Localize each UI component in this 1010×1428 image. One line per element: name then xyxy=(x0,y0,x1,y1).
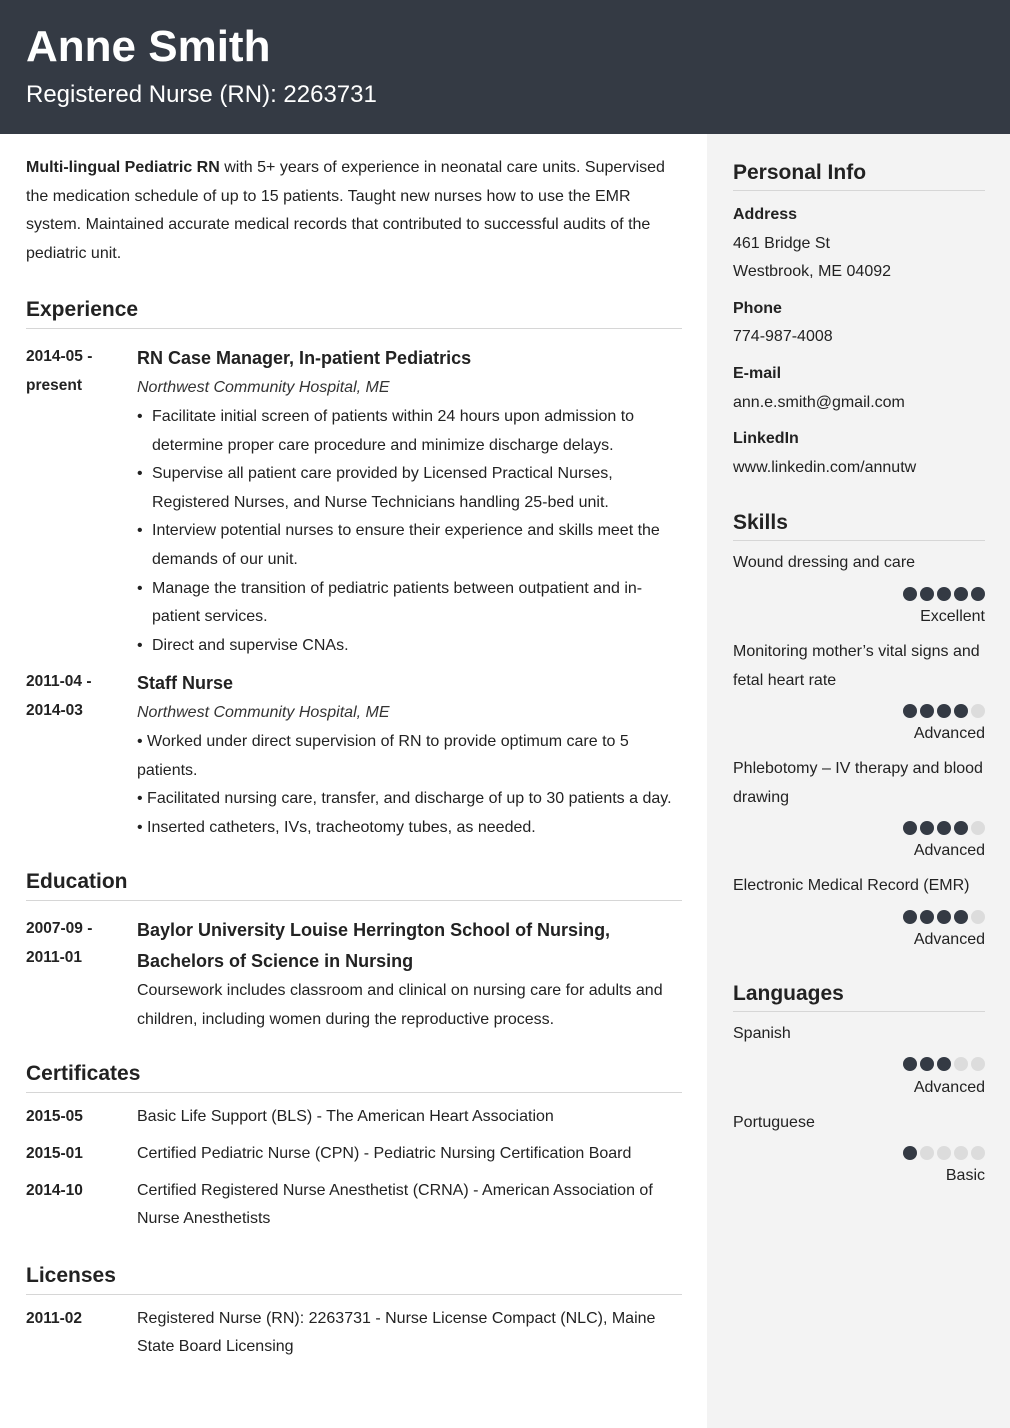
certificate-text: Basic Life Support (BLS) - The American Heart Association xyxy=(137,1108,554,1126)
skill-level: Excellent xyxy=(920,607,985,625)
skill-name: Phlebotomy – IV therapy and blood drawing xyxy=(733,760,983,806)
certificate-date: 2015-05 xyxy=(26,1108,83,1126)
language-rating-dots xyxy=(733,1055,985,1075)
job-bullets xyxy=(137,403,682,660)
rating-dot-filled xyxy=(920,821,934,835)
list-item: • Interview potential nurses to ensure their experience and skills meet the demands of our unit. xyxy=(137,522,660,568)
job-line: • Facilitated nursing care, transfer, and discharge of up to 30 patients a day. xyxy=(137,790,672,808)
address-line2: Westbrook, ME 04092 xyxy=(733,263,892,281)
candidate-title: Registered Nurse (RN): 2263731 xyxy=(26,81,377,108)
education-title: Education xyxy=(26,868,682,901)
licenses-section xyxy=(26,1262,682,1362)
phone-label: Phone xyxy=(733,299,782,317)
language-item xyxy=(733,1020,985,1101)
sidebar xyxy=(733,158,985,1197)
skill-name: Electronic Medical Record (EMR) xyxy=(733,877,970,895)
certificate-text: Certified Registered Nurse Anesthetist (CRNA) - American Association of Nurse Anesthetists xyxy=(137,1181,653,1228)
rating-dot-empty xyxy=(937,1146,951,1160)
skill-level: Advanced xyxy=(913,930,985,948)
certificate-row xyxy=(26,1140,682,1169)
skill-item xyxy=(733,638,985,747)
skills-list xyxy=(733,549,985,953)
languages-list xyxy=(733,1020,985,1189)
job-org: Northwest Community Hospital, ME xyxy=(137,379,390,397)
rating-dot-filled xyxy=(920,587,934,601)
school-name: Baylor University Louise Herrington School of Nursing, Bachelors of Science in Nursing xyxy=(137,920,611,972)
rating-dot-filled xyxy=(937,1057,951,1071)
rating-dot-filled xyxy=(903,587,917,601)
license-text: Registered Nurse (RN): 2263731 - Nurse License Compact (NLC), Maine State Board Licensing xyxy=(137,1309,656,1356)
rating-dot-filled xyxy=(937,704,951,718)
skill-rating-dots xyxy=(733,584,985,604)
main-column xyxy=(26,154,682,1362)
list-item: • Direct and supervise CNAs. xyxy=(137,636,349,654)
education-section xyxy=(26,868,682,1034)
experience-title: Experience xyxy=(26,296,682,329)
email-value: ann.e.smith@gmail.com xyxy=(733,393,905,411)
skill-name: Monitoring mother’s vital signs and fetal heart rate xyxy=(733,642,980,689)
rating-dot-empty xyxy=(971,704,985,718)
rating-dot-empty xyxy=(971,1057,985,1071)
candidate-name: Anne Smith xyxy=(26,22,271,71)
certificate-row xyxy=(26,1177,682,1234)
linkedin-label: LinkedIn xyxy=(733,430,799,448)
rating-dot-filled xyxy=(920,910,934,924)
summary xyxy=(26,154,682,268)
experience-entry xyxy=(26,668,682,842)
language-name: Spanish xyxy=(733,1024,791,1042)
experience-section xyxy=(26,296,682,842)
education-entry xyxy=(26,915,682,1034)
date-end: 2014-03 xyxy=(26,701,83,719)
rating-dot-filled xyxy=(971,587,985,601)
skill-item xyxy=(733,872,985,953)
date-start: 2014-05 - xyxy=(26,348,93,366)
skill-item xyxy=(733,755,985,864)
job-line: • Inserted catheters, IVs, tracheotomy tubes, as needed. xyxy=(137,818,536,836)
list-item: • Manage the transition of pediatric patients between outpatient and in-patient services. xyxy=(137,579,643,626)
rating-dot-filled xyxy=(920,704,934,718)
rating-dot-filled xyxy=(903,1146,917,1160)
job-role: Staff Nurse xyxy=(137,673,234,694)
languages-title: Languages xyxy=(733,979,985,1012)
skill-rating-dots xyxy=(733,701,985,721)
entry-date xyxy=(26,343,126,400)
language-name: Portuguese xyxy=(733,1113,815,1131)
skill-item xyxy=(733,549,985,630)
rating-dot-empty xyxy=(971,821,985,835)
license-date: 2011-02 xyxy=(26,1309,83,1327)
skill-level: Advanced xyxy=(913,842,985,860)
rating-dot-filled xyxy=(903,1057,917,1071)
rating-dot-empty xyxy=(954,1146,968,1160)
entry-date xyxy=(26,915,126,972)
experience-entry xyxy=(26,343,682,660)
rating-dot-empty xyxy=(971,1146,985,1160)
date-start: 2007-09 - xyxy=(26,920,93,938)
phone-value: 774-987-4008 xyxy=(733,328,833,346)
license-row xyxy=(26,1305,682,1362)
rating-dot-filled xyxy=(920,1057,934,1071)
job-role: RN Case Manager, In-patient Pediatrics xyxy=(137,348,472,369)
certificate-date: 2014-10 xyxy=(26,1181,83,1199)
certificate-date: 2015-01 xyxy=(26,1145,83,1163)
rating-dot-empty xyxy=(954,1057,968,1071)
skill-level: Advanced xyxy=(913,725,985,743)
language-level: Advanced xyxy=(913,1078,985,1096)
language-rating-dots xyxy=(733,1143,985,1163)
rating-dot-filled xyxy=(954,821,968,835)
certificate-text: Certified Pediatric Nurse (CPN) - Pediatric Nursing Certification Board xyxy=(137,1145,632,1163)
certificate-row xyxy=(26,1103,682,1132)
summary-text: with 5+ years of experience in neonatal care units. Supervised the medication schedule of up to 15 patients. Taught new nurses how to use the EMR system. Maintained accurate medical records that contributed to successful audits of the pediatric unit. xyxy=(26,159,665,262)
skill-rating-dots xyxy=(733,907,985,927)
resume-header xyxy=(0,0,1010,134)
skill-rating-dots xyxy=(733,818,985,838)
certificates-title: Certificates xyxy=(26,1060,682,1093)
address-label: Address xyxy=(733,206,798,223)
list-item: • Supervise all patient care provided by Licensed Practical Nurses, Registered Nurses, and Nurse Technicians handling 25-bed unit. xyxy=(137,465,613,511)
licenses-title: Licenses xyxy=(26,1262,682,1295)
rating-dot-filled xyxy=(954,910,968,924)
list-item: • Facilitate initial screen of patients within 24 hours upon admission to determine proper care procedure and minimize discharge delays. xyxy=(137,407,635,454)
language-item xyxy=(733,1109,985,1190)
rating-dot-filled xyxy=(954,587,968,601)
rating-dot-filled xyxy=(903,821,917,835)
date-end: 2011-01 xyxy=(26,948,83,966)
date-end: present xyxy=(26,376,82,394)
personal-info-title: Personal Info xyxy=(733,158,985,191)
email-label: E-mail xyxy=(733,364,782,382)
education-description: Coursework includes classroom and clinical on nursing care for adults and children, including women during the reproductive process. xyxy=(137,982,663,1028)
job-org: Northwest Community Hospital, ME xyxy=(137,704,390,722)
language-level: Basic xyxy=(945,1167,985,1185)
skills-title: Skills xyxy=(733,508,985,541)
rating-dot-filled xyxy=(937,821,951,835)
rating-dot-filled xyxy=(903,910,917,924)
rating-dot-filled xyxy=(954,704,968,718)
rating-dot-empty xyxy=(920,1146,934,1160)
summary-highlight: Multi-lingual Pediatric RN xyxy=(26,159,220,176)
certificates-section xyxy=(26,1060,682,1233)
job-line: • Worked under direct supervision of RN to provide optimum care to 5 patients. xyxy=(137,732,629,779)
entry-date xyxy=(26,668,126,725)
rating-dot-empty xyxy=(971,910,985,924)
rating-dot-filled xyxy=(903,704,917,718)
address-line1: 461 Bridge St xyxy=(733,234,830,252)
rating-dot-filled xyxy=(937,910,951,924)
skill-name: Wound dressing and care xyxy=(733,554,916,572)
rating-dot-filled xyxy=(937,587,951,601)
linkedin-value: www.linkedin.com/annutw xyxy=(733,458,917,476)
date-start: 2011-04 - xyxy=(26,673,92,691)
